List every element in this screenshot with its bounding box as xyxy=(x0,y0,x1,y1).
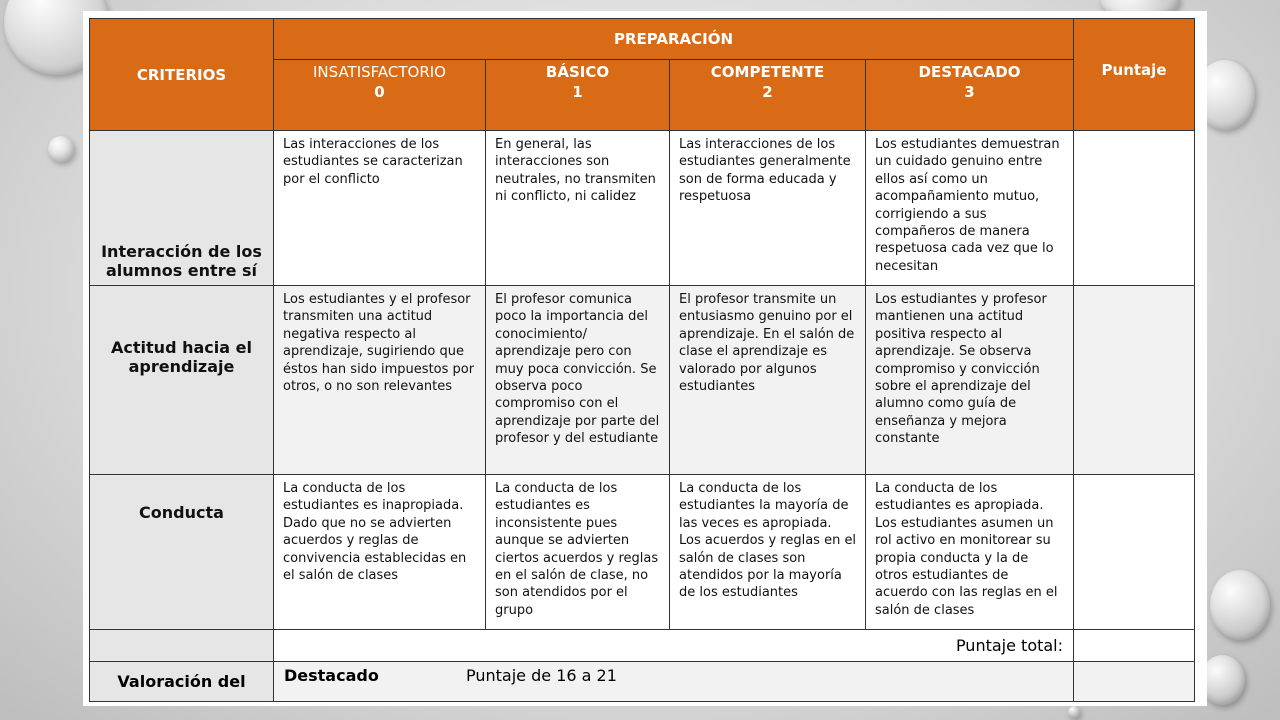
level-header-destacado xyxy=(866,60,1074,131)
valoracion-level: Destacado xyxy=(284,666,379,685)
criterion-label xyxy=(90,286,274,475)
level-header-insatisfactorio xyxy=(274,60,486,131)
descriptor-cell: Los estudiantes y profesor mantienen una actitud positiva respecto al aprendizaje. Se observa compromiso y convicción sobre el aprendizaje del alumno como guía de enseñanza y mejora constante xyxy=(866,286,1074,475)
total-score-cell[interactable] xyxy=(1074,630,1195,662)
rubric-table xyxy=(89,18,1195,702)
descriptor-cell: El profesor comunica poco la importancia del conocimiento/ aprendizaje pero con muy poca convicción. Se observa poco compromiso con el aprendizaje por parte del profesor y del estudiante xyxy=(486,286,670,475)
criterion-text: Interacción de los alumnos entre sí xyxy=(101,242,262,280)
criterion-label xyxy=(90,131,274,286)
rubric-sheet xyxy=(83,11,1207,706)
valoracion-range: Puntaje de 16 a 21 xyxy=(466,666,617,685)
puntaje-header: Puntaje xyxy=(1074,19,1195,131)
descriptor-cell: La conducta de los estudiantes es inconsistente pues aunque se advierten ciertos acuerdos y reglas en el salón de clase, no son atendidos por el grupo xyxy=(486,475,670,630)
criterion-text: Conducta xyxy=(139,503,224,522)
valoracion-score-cell[interactable] xyxy=(1074,662,1195,702)
descriptor-cell: En general, las interacciones son neutrales, no transmiten ni conflicto, ni calidez xyxy=(486,131,670,286)
level-name: DESTACADO xyxy=(918,63,1021,81)
level-value: 0 xyxy=(374,83,385,101)
water-drop-decoration xyxy=(1068,706,1080,718)
score-cell[interactable] xyxy=(1074,475,1195,630)
rubric-row-actitud xyxy=(90,286,1195,475)
criterios-header: CRITERIOS xyxy=(90,19,274,131)
descriptor-cell: Las interacciones de los estudiantes generalmente son de forma educada y respetuosa xyxy=(670,131,866,286)
score-cell[interactable] xyxy=(1074,286,1195,475)
valoracion-row xyxy=(90,662,1195,702)
level-header-competente xyxy=(670,60,866,131)
water-drop-decoration xyxy=(1210,570,1270,640)
total-row xyxy=(90,630,1195,662)
descriptor-cell: El profesor transmite un entusiasmo genuino por el aprendizaje. En el salón de clase el aprendizaje es valorado por algunos estudiantes xyxy=(670,286,866,475)
level-name: INSATISFACTORIO xyxy=(313,63,446,81)
descriptor-cell: La conducta de los estudiantes la mayoría de las veces es apropiada. Los acuerdos y reglas en el salón de clases son atendidos por la mayoría de los estudiantes xyxy=(670,475,866,630)
level-name: COMPETENTE xyxy=(710,63,825,81)
valoracion-content xyxy=(274,662,1074,702)
descriptor-cell: La conducta de los estudiantes es inapropiada. Dado que no se advierten acuerdos y reglas de convivencia establecidas en el salón de clases xyxy=(274,475,486,630)
descriptor-cell: Los estudiantes y el profesor transmiten una actitud negativa respecto al aprendizaje, sugiriendo que éstos han sido impuestos por otros, o no son relevantes xyxy=(274,286,486,475)
criterion-label xyxy=(90,475,274,630)
total-row-blank xyxy=(90,630,274,662)
level-value: 3 xyxy=(964,83,975,101)
rubric-row-interaccion xyxy=(90,131,1195,286)
descriptor-cell: La conducta de los estudiantes es apropiada. Los estudiantes asumen un rol activo en monitorear su propia conducta y la de otros estudiantes de acuerdo con las reglas en el salón de clases xyxy=(866,475,1074,630)
rubric-row-conducta xyxy=(90,475,1195,630)
total-label: Puntaje total: xyxy=(274,630,1074,662)
valoracion-label: Valoración del xyxy=(90,662,274,702)
descriptor-cell: Las interacciones de los estudiantes se caracterizan por el conflicto xyxy=(274,131,486,286)
level-header-basico xyxy=(486,60,670,131)
preparacion-header: PREPARACIÓN xyxy=(274,19,1074,60)
level-value: 2 xyxy=(762,83,773,101)
water-drop-decoration xyxy=(48,136,74,162)
level-name: BÁSICO xyxy=(545,63,610,81)
level-value: 1 xyxy=(572,83,583,101)
criterion-text: Actitud hacia el aprendizaje xyxy=(111,338,252,376)
descriptor-cell: Los estudiantes demuestran un cuidado genuino entre ellos así como un acompañamiento mutuo, corrigiendo a sus compañeros de manera respetuosa cada vez que lo necesitan xyxy=(866,131,1074,286)
score-cell[interactable] xyxy=(1074,131,1195,286)
